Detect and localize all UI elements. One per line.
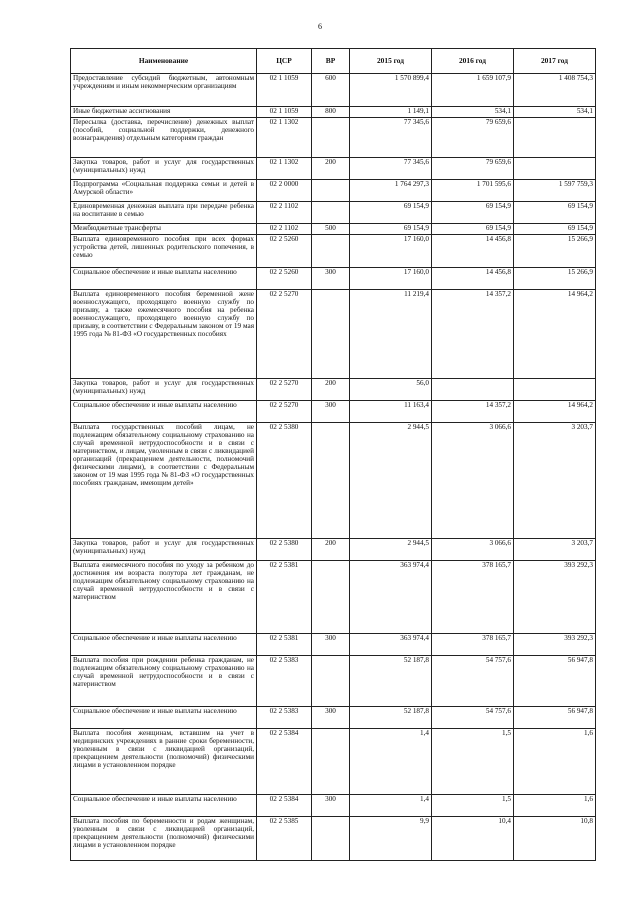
row-vr-cell: 600 xyxy=(312,74,350,107)
table-row xyxy=(71,290,596,379)
row-2017-cell: 1,6 xyxy=(514,729,596,795)
row-name-cell: Закупка товаров, работ и услуг для государственных (муниципальных) нужд xyxy=(71,539,257,561)
row-csr-cell: 02 2 5260 xyxy=(257,235,312,268)
table-row xyxy=(71,235,596,268)
row-2015-cell: 17 160,0 xyxy=(350,268,432,290)
table-row xyxy=(71,118,596,158)
row-2015-cell: 1 764 297,3 xyxy=(350,180,432,202)
row-csr-cell: 02 2 5384 xyxy=(257,795,312,817)
row-2017-cell: 15 266,9 xyxy=(514,268,596,290)
budget-table xyxy=(70,48,596,861)
row-2017-cell xyxy=(514,118,596,158)
row-2017-cell: 56 947,8 xyxy=(514,707,596,729)
row-vr-cell xyxy=(312,202,350,224)
row-2016-cell: 378 165,7 xyxy=(432,634,514,656)
row-csr-cell: 02 1 1059 xyxy=(257,74,312,107)
row-2017-cell: 15 266,9 xyxy=(514,235,596,268)
row-2015-cell: 52 187,8 xyxy=(350,656,432,707)
row-csr-cell: 02 2 5384 xyxy=(257,729,312,795)
row-2015-cell: 11 163,4 xyxy=(350,401,432,423)
row-2017-cell: 3 203,7 xyxy=(514,423,596,539)
header-name: Наименование xyxy=(71,49,257,74)
header-2016: 2016 год xyxy=(432,49,514,74)
table-row xyxy=(71,817,596,861)
row-name-cell: Выплата единовременного пособия при всех формах устройства детей, лишенных родительского попечения, в семью xyxy=(71,235,257,268)
row-2015-cell: 2 944,5 xyxy=(350,539,432,561)
table-row xyxy=(71,268,596,290)
table-row xyxy=(71,224,596,235)
row-csr-cell: 02 2 5270 xyxy=(257,401,312,423)
row-csr-cell: 02 2 1102 xyxy=(257,224,312,235)
row-vr-cell xyxy=(312,817,350,861)
row-vr-cell: 300 xyxy=(312,707,350,729)
row-2016-cell: 79 659,6 xyxy=(432,158,514,180)
row-name-cell: Социальное обеспечение и иные выплаты населению xyxy=(71,634,257,656)
row-2015-cell: 17 160,0 xyxy=(350,235,432,268)
row-vr-cell xyxy=(312,118,350,158)
row-vr-cell xyxy=(312,561,350,634)
row-2016-cell: 10,4 xyxy=(432,817,514,861)
row-2015-cell: 56,0 xyxy=(350,379,432,401)
row-2017-cell: 14 964,2 xyxy=(514,290,596,379)
row-name-cell: Социальное обеспечение и иные выплаты населению xyxy=(71,268,257,290)
row-name-cell: Межбюджетные трансферты xyxy=(71,224,257,235)
row-2017-cell: 1 408 754,3 xyxy=(514,74,596,107)
row-name-cell: Социальное обеспечение и иные выплаты населению xyxy=(71,707,257,729)
row-2017-cell xyxy=(514,158,596,180)
row-2017-cell: 393 292,3 xyxy=(514,634,596,656)
row-2016-cell xyxy=(432,379,514,401)
row-2016-cell: 14 456,8 xyxy=(432,235,514,268)
row-vr-cell: 200 xyxy=(312,539,350,561)
row-csr-cell: 02 2 5270 xyxy=(257,290,312,379)
row-name-cell: Выплата государственных пособий лицам, не подлежащим обязательному социальному страхованию на случай временной нетрудоспособности и в связи с материнством, и лицам, уволенным в связи с ликвидацией организаций (прекращением деятельности, полномочий физическими лицами), в соответствии с Федеральным законом от 19 мая 1995 года № 81-ФЗ «О государственных пособиях гражданам, имеющим детей» xyxy=(71,423,257,539)
row-2015-cell: 1 570 899,4 xyxy=(350,74,432,107)
row-2016-cell: 54 757,6 xyxy=(432,656,514,707)
table-row xyxy=(71,729,596,795)
row-2017-cell: 3 203,7 xyxy=(514,539,596,561)
row-name-cell: Выплата пособия по беременности и родам женщинам, уволенным в связи с ликвидацией организаций, прекращением деятельности (полномочий) физическими лицами в установленном порядке xyxy=(71,817,257,861)
row-2015-cell: 363 974,4 xyxy=(350,634,432,656)
row-csr-cell: 02 2 5270 xyxy=(257,379,312,401)
row-2016-cell: 54 757,6 xyxy=(432,707,514,729)
row-vr-cell: 200 xyxy=(312,379,350,401)
row-vr-cell: 800 xyxy=(312,107,350,118)
row-vr-cell xyxy=(312,423,350,539)
row-csr-cell: 02 2 5383 xyxy=(257,707,312,729)
row-csr-cell: 02 2 5385 xyxy=(257,817,312,861)
table-row xyxy=(71,180,596,202)
row-2015-cell: 11 219,4 xyxy=(350,290,432,379)
table-row xyxy=(71,561,596,634)
table-row xyxy=(71,107,596,118)
table-row xyxy=(71,158,596,180)
row-2017-cell xyxy=(514,379,596,401)
row-name-cell: Выплата ежемесячного пособия по уходу за ребенком до достижения им возраста полутора лет гражданам, не подлежащим обязательному социальному страхованию на случай временной нетрудоспособности и в связи с материнством xyxy=(71,561,257,634)
row-csr-cell: 02 2 1102 xyxy=(257,202,312,224)
row-2015-cell: 1,4 xyxy=(350,729,432,795)
table-row xyxy=(71,423,596,539)
row-name-cell: Социальное обеспечение и иные выплаты населению xyxy=(71,401,257,423)
row-2015-cell: 2 944,5 xyxy=(350,423,432,539)
row-vr-cell: 300 xyxy=(312,268,350,290)
row-name-cell: Выплата единовременного пособия беременной жене военнослужащего, проходящего военную службу по призыву, а также ежемесячного пособия на ребенка военнослужащего, проходящего военную службу по призыву, в соответствии с Федеральным законом от 19 мая 1995 года № 81-ФЗ «О государственных пособиях xyxy=(71,290,257,379)
row-csr-cell: 02 2 5380 xyxy=(257,539,312,561)
row-2016-cell: 14 456,8 xyxy=(432,268,514,290)
row-vr-cell: 300 xyxy=(312,401,350,423)
row-csr-cell: 02 1 1059 xyxy=(257,107,312,118)
table-row xyxy=(71,634,596,656)
row-2016-cell: 3 066,6 xyxy=(432,423,514,539)
table-row xyxy=(71,202,596,224)
row-2015-cell: 9,9 xyxy=(350,817,432,861)
row-csr-cell: 02 2 5381 xyxy=(257,561,312,634)
row-2017-cell: 69 154,9 xyxy=(514,224,596,235)
table-row xyxy=(71,656,596,707)
row-name-cell: Выплата пособия при рождении ребенка гражданам, не подлежащим обязательному социальному страхованию на случай временной нетрудоспособности и в связи с материнством xyxy=(71,656,257,707)
row-vr-cell xyxy=(312,235,350,268)
row-name-cell: Подпрограмма «Социальная поддержка семьи и детей в Амурской области» xyxy=(71,180,257,202)
row-2016-cell: 1 659 107,9 xyxy=(432,74,514,107)
row-2015-cell: 363 974,4 xyxy=(350,561,432,634)
row-2016-cell: 79 659,6 xyxy=(432,118,514,158)
row-vr-cell xyxy=(312,180,350,202)
table-body xyxy=(71,74,596,861)
row-vr-cell: 200 xyxy=(312,158,350,180)
row-csr-cell: 02 2 5380 xyxy=(257,423,312,539)
row-name-cell: Пересылка (доставка, перечисление) денежных выплат (пособий, социальной поддержки, денежного вознаграждения) отдельным категориям граждан xyxy=(71,118,257,158)
row-csr-cell: 02 2 5383 xyxy=(257,656,312,707)
row-2015-cell: 69 154,9 xyxy=(350,202,432,224)
row-2017-cell: 1,6 xyxy=(514,795,596,817)
page-number: 6 xyxy=(318,22,322,31)
row-2016-cell: 1 701 595,6 xyxy=(432,180,514,202)
row-csr-cell: 02 2 0000 xyxy=(257,180,312,202)
table-row xyxy=(71,707,596,729)
row-2017-cell: 56 947,8 xyxy=(514,656,596,707)
row-2016-cell: 69 154,9 xyxy=(432,202,514,224)
row-name-cell: Выплата пособия женщинам, вставшим на учет в медицинских учреждениях в ранние сроки беременности, уволенным в связи с ликвидацией организаций, прекращением деятельности (полномочий) физическими лицами в установленном порядке xyxy=(71,729,257,795)
row-2016-cell: 69 154,9 xyxy=(432,224,514,235)
row-2016-cell: 378 165,7 xyxy=(432,561,514,634)
row-2015-cell: 52 187,8 xyxy=(350,707,432,729)
header-2017: 2017 год xyxy=(514,49,596,74)
row-2017-cell: 393 292,3 xyxy=(514,561,596,634)
row-vr-cell: 500 xyxy=(312,224,350,235)
row-2016-cell: 3 066,6 xyxy=(432,539,514,561)
row-2016-cell: 14 357,2 xyxy=(432,401,514,423)
row-2017-cell: 14 964,2 xyxy=(514,401,596,423)
row-vr-cell xyxy=(312,290,350,379)
row-name-cell: Социальное обеспечение и иные выплаты населению xyxy=(71,795,257,817)
row-name-cell: Иные бюджетные ассигнования xyxy=(71,107,257,118)
table-row xyxy=(71,74,596,107)
row-csr-cell: 02 2 5381 xyxy=(257,634,312,656)
row-vr-cell: 300 xyxy=(312,795,350,817)
header-2015: 2015 год xyxy=(350,49,432,74)
header-vr: ВР xyxy=(312,49,350,74)
row-csr-cell: 02 2 5260 xyxy=(257,268,312,290)
row-vr-cell: 300 xyxy=(312,634,350,656)
row-2016-cell: 14 357,2 xyxy=(432,290,514,379)
row-2015-cell: 1 149,1 xyxy=(350,107,432,118)
table-header-row xyxy=(71,49,596,74)
row-name-cell: Единовременная денежная выплата при передаче ребенка на воспитание в семью xyxy=(71,202,257,224)
row-vr-cell xyxy=(312,656,350,707)
row-2015-cell: 69 154,9 xyxy=(350,224,432,235)
row-2015-cell: 1,4 xyxy=(350,795,432,817)
table-row xyxy=(71,539,596,561)
row-name-cell: Закупка товаров, работ и услуг для государственных (муниципальных) нужд xyxy=(71,379,257,401)
row-name-cell: Закупка товаров, работ и услуг для государственных (муниципальных) нужд xyxy=(71,158,257,180)
row-csr-cell: 02 1 1302 xyxy=(257,158,312,180)
row-2017-cell: 69 154,9 xyxy=(514,202,596,224)
header-csr: ЦСР xyxy=(257,49,312,74)
row-2016-cell: 534,1 xyxy=(432,107,514,118)
table-row xyxy=(71,401,596,423)
row-vr-cell xyxy=(312,729,350,795)
row-2015-cell: 77 345,6 xyxy=(350,118,432,158)
row-name-cell: Предоставление субсидий бюджетным, автономным учреждениям и иным некоммерческим организациям xyxy=(71,74,257,107)
row-2016-cell: 1,5 xyxy=(432,729,514,795)
row-2017-cell: 10,8 xyxy=(514,817,596,861)
table-row xyxy=(71,795,596,817)
row-2015-cell: 77 345,6 xyxy=(350,158,432,180)
row-2017-cell: 534,1 xyxy=(514,107,596,118)
row-csr-cell: 02 1 1302 xyxy=(257,118,312,158)
row-2016-cell: 1,5 xyxy=(432,795,514,817)
row-2017-cell: 1 597 759,3 xyxy=(514,180,596,202)
table-row xyxy=(71,379,596,401)
